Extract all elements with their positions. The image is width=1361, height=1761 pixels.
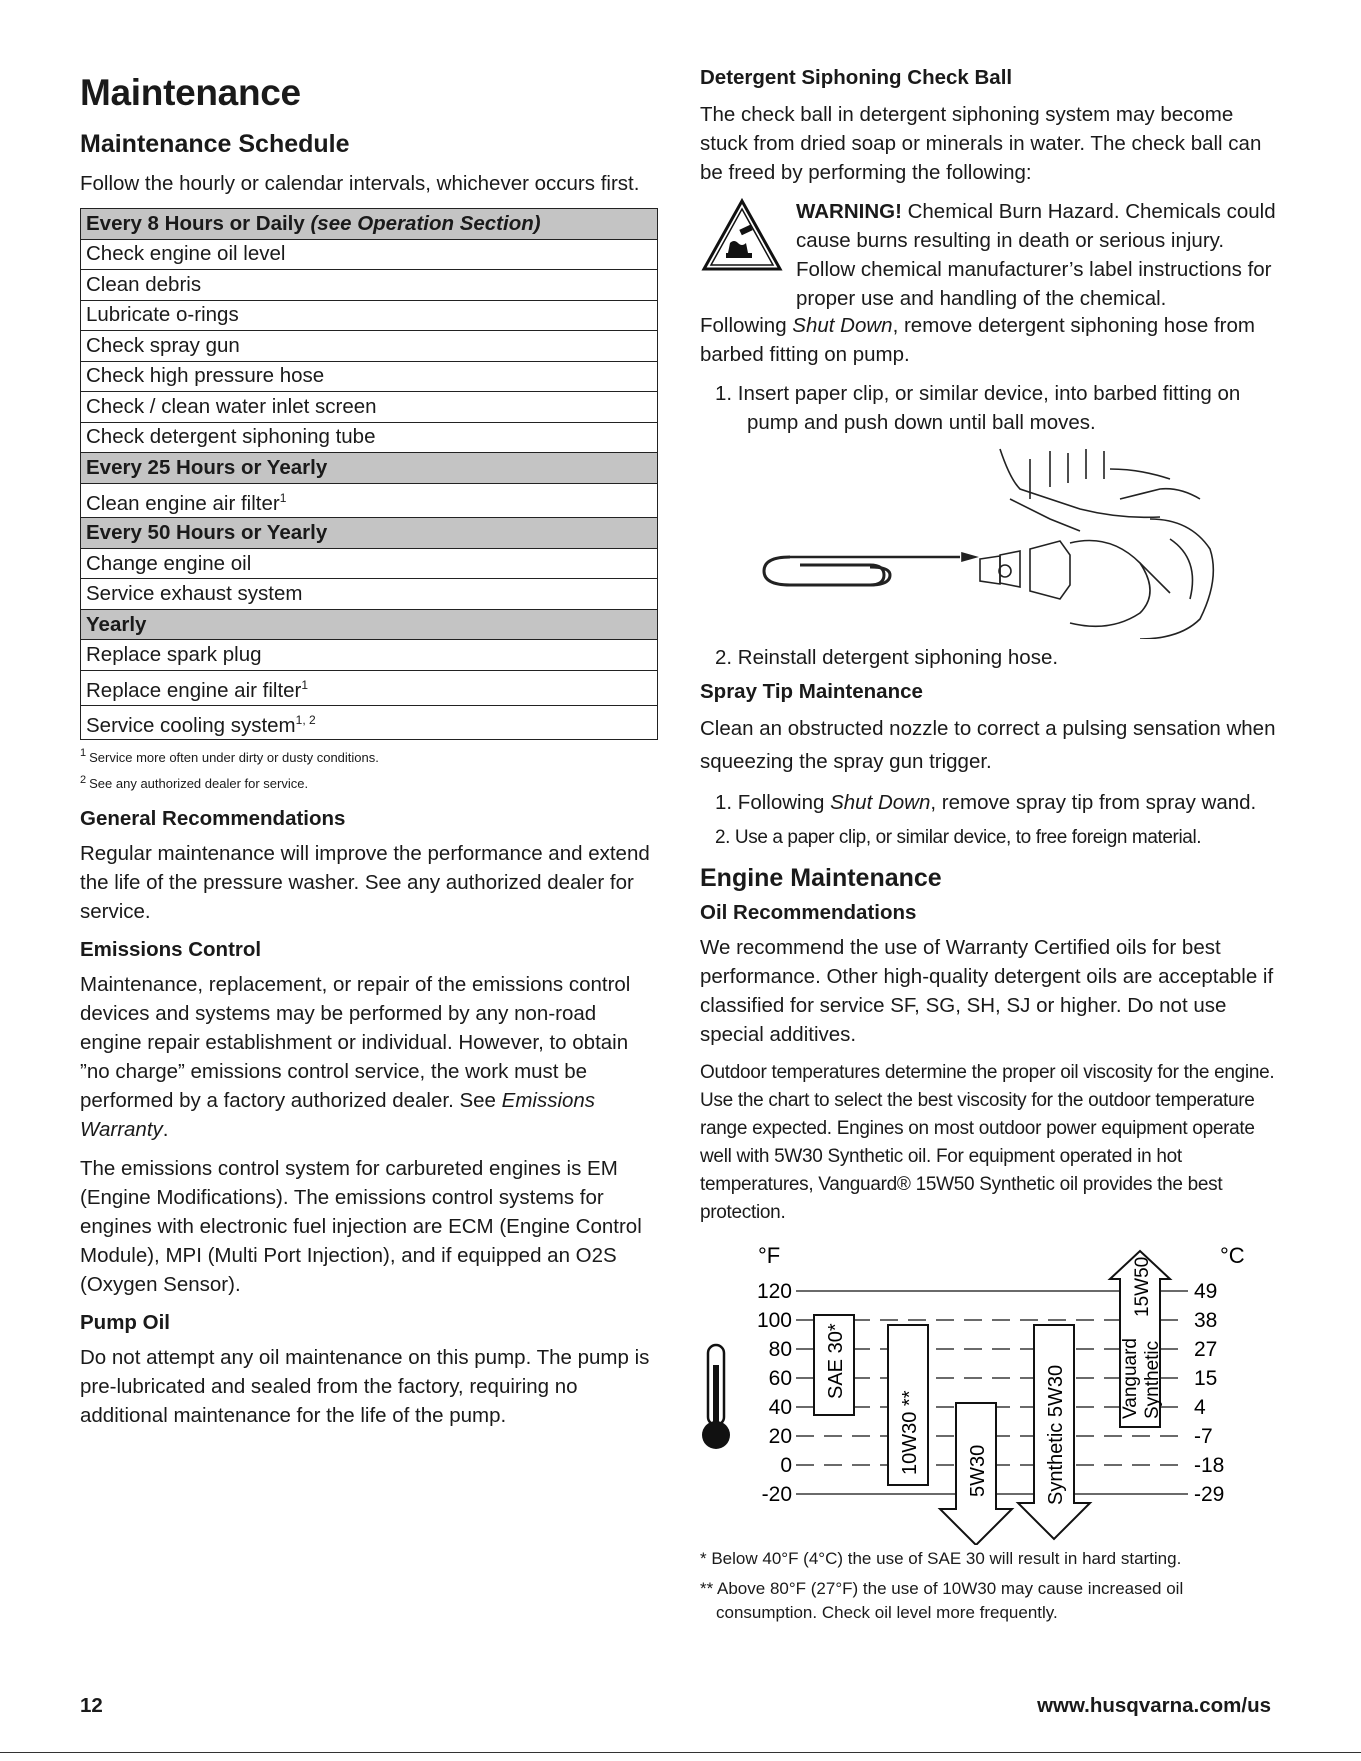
- schedule-task-row: [81, 270, 658, 301]
- 10w30-label: 10W30 **: [899, 1390, 921, 1475]
- fahrenheit-unit: °F: [758, 1243, 781, 1268]
- schedule-cell-text: Clean engine air filter: [86, 491, 280, 515]
- emissions-warranty-ref: Emissions Warranty: [80, 1089, 596, 1142]
- page-title: Maintenance: [80, 72, 301, 113]
- page-bottom-divider: [0, 1752, 1361, 1753]
- schedule-interval-header: [81, 453, 658, 484]
- spray-tip-intro: Clean an obstructed nozzle to correct a pulsing sensation when squeezing the spray gun trigger.: [700, 717, 1276, 773]
- oil-recommendations-heading: Oil Recommendations: [700, 901, 917, 924]
- schedule-task-row: [81, 422, 658, 453]
- left-column: [80, 60, 660, 1440]
- shut-down-ref: Shut Down: [792, 314, 893, 337]
- celsius-tick: 15: [1194, 1367, 1218, 1390]
- check-ball-step-2: 2. Reinstall detergent siphoning hose.: [715, 646, 1059, 669]
- spray-step1-shut-down: Shut Down: [830, 791, 931, 814]
- schedule-cell: [81, 209, 658, 240]
- schedule-cell-text: Service exhaust system: [86, 582, 303, 606]
- fahrenheit-tick: 100: [756, 1309, 792, 1332]
- fahrenheit-tick: 80: [768, 1338, 792, 1361]
- right-column: [700, 66, 1280, 1625]
- general-text: Regular maintenance will improve the performance and extend the life of the pressure washer. See any authorized dealer for service.: [80, 842, 650, 924]
- schedule-task-row: [81, 670, 658, 705]
- schedule-cell-note: (see Operation Section): [310, 211, 541, 235]
- website-link[interactable]: www.husqvarna.com/us: [1037, 1694, 1271, 1717]
- warning-label: WARNING!: [796, 200, 902, 223]
- schedule-cell-text: Every 25 Hours or Yearly: [86, 455, 328, 479]
- celsius-tick: -7: [1194, 1425, 1213, 1448]
- schedule-cell: [81, 361, 658, 392]
- schedule-cell-text: Every 8 Hours or Daily: [86, 211, 311, 235]
- 15w50-label: 15W50: [1132, 1256, 1153, 1317]
- schedule-intro: Follow the hourly or calendar intervals, whichever occurs first.: [80, 172, 640, 195]
- schedule-heading: Maintenance Schedule: [80, 130, 350, 158]
- oil-viscosity-chart: [700, 1235, 1280, 1545]
- page-number: 12: [80, 1694, 103, 1717]
- schedule-cell-text: Check / clean water inlet screen: [86, 394, 377, 418]
- schedule-task-row: [81, 300, 658, 331]
- celsius-tick: 27: [1194, 1338, 1218, 1361]
- spray-tip-step-2: 2. Use a paper clip, or similar device, to free foreign material.: [715, 827, 1202, 848]
- general-heading: General Recommendations: [80, 807, 346, 831]
- schedule-cell: [81, 518, 658, 549]
- footnote-marker: 1: [301, 677, 309, 692]
- following-pre: Following: [700, 314, 793, 337]
- emissions-text-end: .: [162, 1118, 169, 1142]
- pump-oil-text: Do not attempt any oil maintenance on this pump. The pump is pre-lubricated and sealed from the factory, requiring no additional maintenance for the life of the pump.: [80, 1346, 650, 1428]
- schedule-footnotes: [80, 744, 660, 793]
- emissions-text-part: Maintenance, replacement, or repair of the emissions control devices and systems may be performed by any non-road engine repair establishment or individual. However, to obtain ”no charge” emissions control service, the work must be performed by a factory authorized dealer. See: [80, 973, 631, 1113]
- schedule-cell: [81, 670, 658, 705]
- footnote-marker: 1: [279, 490, 287, 505]
- schedule-interval-header: [81, 609, 658, 640]
- schedule-task-row: [81, 361, 658, 392]
- chemical-burn-warning-icon: [700, 197, 784, 273]
- oil-viscosity-text: Outdoor temperatures determine the proper oil viscosity for the engine. Use the chart to select the best viscosity for the outdoor temperature range expected. Engines on most outdoor power equipment operate well with 5W30 Synthetic oil. For equipment operated in hot temperatures, Vanguard® 15W50 Synthetic oil provides the best protection.: [700, 1062, 1275, 1223]
- pump-oil-heading: Pump Oil: [80, 1311, 170, 1335]
- sae30-label: SAE 30*: [825, 1323, 847, 1399]
- warning-text: [796, 197, 1280, 313]
- schedule-cell: [81, 300, 658, 331]
- engine-maintenance-heading: Engine Maintenance: [700, 864, 942, 892]
- vanguard-label: Vanguard: [1120, 1338, 1141, 1419]
- spray-tip-heading: Spray Tip Maintenance: [700, 680, 923, 703]
- following-text: [700, 311, 1280, 369]
- warning-body: Chemical Burn Hazard. Chemicals could cause burns resulting in death or serious injury. Follow chemical manufacturer’s label instructions for proper use and handling of the chemical.: [796, 200, 1276, 310]
- warning-block: [700, 197, 1280, 313]
- schedule-cell: [81, 548, 658, 579]
- 10w30-note: ** Above 80°F (27°F) the use of 10W30 may cause increased oil consumption. Check oil level more frequently.: [700, 1579, 1184, 1622]
- celsius-tick: -29: [1194, 1483, 1225, 1506]
- fahrenheit-tick: 60: [768, 1367, 792, 1390]
- emissions-heading: Emissions Control: [80, 938, 262, 962]
- schedule-cell-text: Every 50 Hours or Yearly: [86, 521, 328, 545]
- check-ball-step-1: 1. Insert paper clip, or similar device, into barbed fitting on pump and push down until ball moves.: [715, 382, 1241, 434]
- emissions-systems-text: The emissions control system for carbureted engines is EM (Engine Modifications). The emissions control systems for engines with electronic fuel injection are ECM (Engine Control Module), MPI (Multi Port Injection), and if equipped an O2S (Oxygen Sensor).: [80, 1157, 642, 1297]
- footnote-mark: 1: [80, 747, 87, 760]
- check-ball-steps: [700, 379, 1280, 437]
- schedule-cell-text: Lubricate o-rings: [86, 303, 239, 327]
- schedule-cell-text: Yearly: [86, 612, 147, 636]
- schedule-footnote: [80, 771, 660, 793]
- schedule-task-row: [81, 579, 658, 610]
- schedule-task-row: [81, 705, 658, 740]
- schedule-cell-text: Check high pressure hose: [86, 364, 325, 388]
- fahrenheit-tick: 20: [768, 1425, 792, 1448]
- schedule-cell-text: Change engine oil: [86, 551, 252, 575]
- oil-recommendations-text: We recommend the use of Warranty Certified oils for best performance. Other high-quality detergent oils are acceptable if classified for service SF, SG, SH, SJ or higher. Do not use special additives.: [700, 936, 1274, 1046]
- spray-tip-steps: [700, 788, 1280, 852]
- schedule-cell-text: Service cooling system: [86, 713, 296, 737]
- schedule-cell: [81, 483, 658, 518]
- check-ball-steps-2: [700, 643, 1280, 672]
- schedule-cell: [81, 579, 658, 610]
- check-ball-intro: The check ball in detergent siphoning system may become stuck from dried soap or minerals in water. The check ball can be freed by performing the following:: [700, 103, 1262, 184]
- fahrenheit-tick: 120: [756, 1280, 792, 1303]
- footnote-marker: 1, 2: [295, 712, 316, 727]
- celsius-unit: °C: [1220, 1243, 1245, 1268]
- following-post: , remove detergent siphoning hose from barbed fitting on pump.: [700, 314, 1255, 366]
- celsius-tick: 4: [1194, 1396, 1206, 1419]
- fahrenheit-tick: -20: [761, 1483, 792, 1506]
- synthetic-label: Synthetic: [1142, 1340, 1163, 1419]
- footnote-text: Service more often under dirty or dusty conditions.: [89, 749, 379, 765]
- schedule-cell: [81, 392, 658, 423]
- schedule-task-row: [81, 331, 658, 362]
- 5w30-label: 5W30: [967, 1444, 989, 1497]
- spray-tip-step-1: [700, 788, 1280, 817]
- schedule-task-row: [81, 640, 658, 671]
- schedule-cell: [81, 422, 658, 453]
- fahrenheit-tick: 40: [768, 1396, 792, 1419]
- schedule-task-row: [81, 239, 658, 270]
- schedule-interval-header: [81, 518, 658, 549]
- schedule-cell-text: Check engine oil level: [86, 242, 286, 266]
- schedule-cell: [81, 609, 658, 640]
- schedule-cell-text: Check detergent siphoning tube: [86, 425, 376, 449]
- celsius-tick: 38: [1194, 1309, 1218, 1332]
- synthetic-5w30-label: Synthetic 5W30: [1045, 1364, 1067, 1505]
- schedule-task-row: [81, 392, 658, 423]
- schedule-task-row: [81, 548, 658, 579]
- emissions-text: [80, 970, 660, 1144]
- maintenance-schedule-table: [80, 208, 658, 740]
- schedule-footnote: [80, 744, 660, 766]
- thermometer-icon: [702, 1345, 730, 1449]
- schedule-cell: [81, 239, 658, 270]
- schedule-cell-text: Replace spark plug: [86, 643, 262, 667]
- schedule-cell: [81, 270, 658, 301]
- schedule-cell: [81, 705, 658, 740]
- fahrenheit-tick: 0: [780, 1454, 792, 1477]
- schedule-cell-text: Clean debris: [86, 272, 202, 296]
- celsius-tick: -18: [1194, 1454, 1225, 1477]
- schedule-interval-header: [81, 209, 658, 240]
- footnote-mark: 2: [80, 773, 87, 786]
- check-ball-heading: Detergent Siphoning Check Ball: [700, 66, 1013, 89]
- sae30-note: * Below 40°F (4°C) the use of SAE 30 will result in hard starting.: [700, 1549, 1182, 1568]
- spray-step1-pre: 1. Following: [715, 791, 831, 814]
- schedule-cell: [81, 640, 658, 671]
- schedule-cell: [81, 331, 658, 362]
- schedule-cell-text: Check spray gun: [86, 333, 240, 357]
- schedule-task-row: [81, 483, 658, 518]
- schedule-cell: [81, 453, 658, 484]
- spray-step1-post: , remove spray tip from spray wand.: [930, 791, 1257, 814]
- schedule-cell-text: Replace engine air filter: [86, 678, 302, 702]
- celsius-tick: 49: [1194, 1280, 1218, 1303]
- footnote-text: See any authorized dealer for service.: [89, 776, 309, 792]
- paper-clip-fitting-illustration: [700, 439, 1280, 639]
